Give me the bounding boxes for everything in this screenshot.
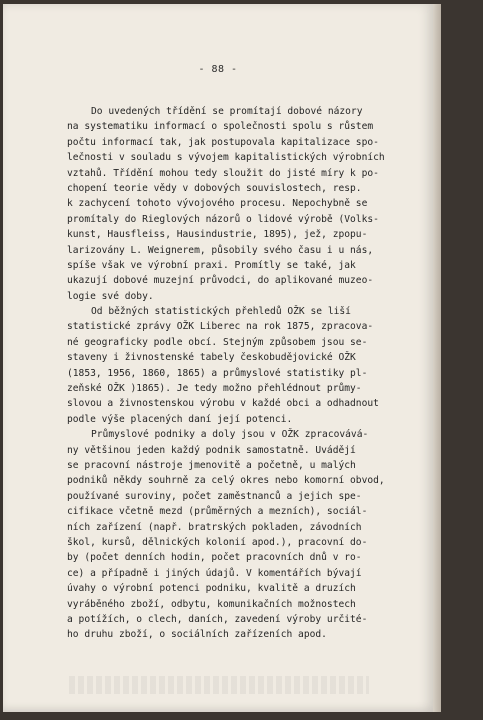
show-through-text (69, 676, 369, 694)
text-line: ních zařízení (např. bratrských pokladen, závodních (67, 521, 362, 533)
text-line: počtu informací tak, jak postupovala kapitalizace spo- (67, 136, 379, 148)
text-line: staveny i živnostenské tabely českobudějovické OŽK (67, 352, 356, 364)
text-line: chopení teorie vědy v dobových souvislostech, resp. (67, 182, 362, 194)
text-line: podle výše placených daní její potenci. (67, 413, 293, 425)
body-text (67, 104, 427, 643)
text-line: slovou a živnostenskou výrobu v každé obci a odhadnout (67, 398, 379, 410)
text-line: podniků někdy souhrně za celý okres nebo komorní obvod, (67, 475, 385, 487)
text-line: se pracovní nástroje jmenovitě a početně, u malých (67, 459, 356, 471)
text-line: ny většinou jeden každý podnik samostatně. Uvádějí (67, 444, 356, 456)
page-edge (433, 4, 441, 712)
text-line: cifikace včetně mezd (průměrných a mezních), sociál- (67, 506, 368, 518)
text-line: ho druhu zboží, o sociálních zařízeních apod. (67, 629, 327, 641)
text-line: na systematiku informací o společnosti spolu s růstem (67, 121, 374, 133)
text-line: a potížích, o clech, daních, zavedení výroby určité- (67, 613, 368, 625)
text-line: kunst, Hausfleiss, Hausindustrie, 1895), jež, zpopu- (67, 229, 368, 241)
text-line: Od běžných statistických přehledů OŽK se liší (91, 306, 351, 318)
document-page (3, 4, 433, 712)
page-number: - 88 - (198, 64, 238, 75)
text-line: statistické zprávy OŽK Liberec na rok 1875, zpracova- (67, 321, 374, 333)
text-line: vyráběného zboží, odbytu, komunikačních možnostech (67, 598, 356, 610)
text-line: zeňské OŽK )1865). Je tedy možno přehlédnout průmy- (67, 383, 362, 395)
text-line: promítaly do Rieglových názorů o lidové výrobě (Volks- (67, 213, 379, 225)
text-line: škol, kursů, dělnických kolonií apod.), pracovní do- (67, 536, 368, 548)
text-line: k zachycení tohoto vývojového procesu. Nepochybně se (67, 198, 368, 210)
text-line: lečnosti v souladu s vývojem kapitalistických výrobních (67, 152, 385, 164)
text-line: Do uvedených třídění se promítají dobové názory (91, 106, 363, 117)
text-line: logie své doby. (67, 290, 154, 302)
text-line: ukazují dobové muzejní průvodci, do aplikované muzeo- (67, 275, 374, 287)
text-line: spíše však ve výrobní praxi. Promítly se také, jak (67, 259, 356, 271)
text-line: by (počet denních hodin, počet pracovních dnů v ro- (67, 552, 362, 564)
text-line: úvahy o výrobní potenci podniku, kvalitě a druzích (67, 583, 356, 595)
text-line: (1853, 1956, 1860, 1865) a průmyslové statistiky pl- (67, 367, 368, 379)
text-line: používané suroviny, počet zaměstnanců a jejich spe- (67, 490, 362, 502)
text-line: Průmyslové podniky a doly jsou v OŽK zpracovává- (91, 429, 369, 441)
text-line: vztahů. Třídění mohou tedy sloužit do jisté míry k po- (67, 167, 379, 179)
text-line: larizovány L. Weignerem, působily svého času i u nás, (67, 244, 374, 256)
text-line: né geograficky podle obcí. Stejným způsobem jsou se- (67, 336, 368, 348)
text-line: ce) a případně i jiných údajů. V komentářích bývají (67, 567, 362, 579)
